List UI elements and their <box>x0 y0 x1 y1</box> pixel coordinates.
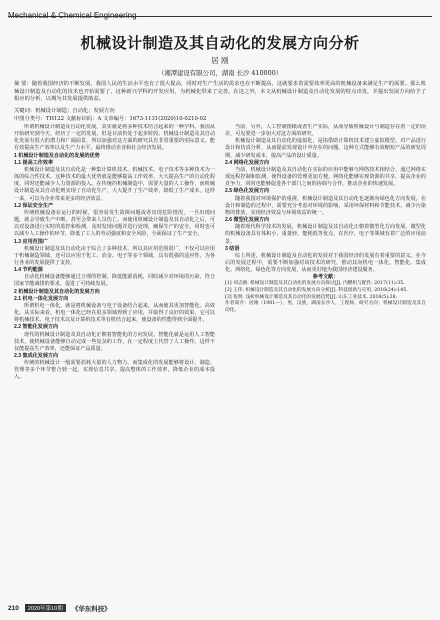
classification-line: 中图分类号：TH122 文献标识码：A 文章编号：1673-1131(2020)10-0210-02 <box>14 116 207 122</box>
body-paragraph: 综上所述，机械设计制造及自动化的发展对于我国经济的发展有着重要的意义。在今后的发展过程中，需要不断加强对该技术的研究，推动其向机电一体化、智能化、集成化、网络化、绿色化等方向发展，从而更好地为我国经济建设服务。 <box>225 252 426 274</box>
section-heading: 1.4 节约能源 <box>14 267 43 274</box>
body-paragraph: 随着现代科学技术的发展，机械设计制造及其自动化正朝着微型化方向发展。微型化的机械设备具有体积小、重量轻、能耗低等优点，在医疗、电子等领域有着广泛的应用前景。 <box>225 224 426 245</box>
issue-badge: 2020年第10期 <box>25 604 66 612</box>
body-columns <box>14 124 426 600</box>
author-affiliation: （湘潭建设有限公司，湖南 长沙 410000） <box>157 69 283 77</box>
section-heading: 2.2 智能化发展方向 <box>14 324 59 331</box>
body-paragraph: 自动化机械设备能够通过合理的控制，降低能源消耗，同时减少对环境的污染，符合国家节能减排的要求，促进了可持续发展。 <box>14 274 215 288</box>
abstract: 摘 要：随着我国经济的不断发展，我国人民的生活水平也有了很大提高，同时对生产生活的需求也在不断提高，这就要求着需要效率更高的机械设备来满足生产的需要。那么机械设计制造及自动化的技术也开始需要了，这种新兴学科的开发应用，为机械化带来了完善。在这之外，本文从机械设计制造及自动化发展的特点出发，并提出发展方向给予了相应的分析，以期为其发展提供助益。 <box>14 81 426 102</box>
section-heading: 2.1 机电一体化发展方向 <box>14 295 69 302</box>
keywords: 关键词：机械设计制造；自动化；发展方向 <box>14 108 115 114</box>
section-heading: 1.1 提高工作效率 <box>14 159 54 166</box>
section-heading: 2.3 集成化发展方向 <box>14 353 59 359</box>
left-column <box>14 124 215 600</box>
section-heading: 3 结语 <box>225 245 240 252</box>
body-paragraph: 现代的机械设计制造及其自动化正朝着智能化的方向发展。智能化就是运用人工智能技术，使机械设备能够自动完成一些复杂的工作，在一定程度上代替了人工操作。这样不仅能提高生产效率，还能保证产品质量。 <box>14 331 215 352</box>
section-heading: 2.4 网络化发展方向 <box>225 159 270 166</box>
section-heading: 1.2 保证安全生产 <box>14 202 54 209</box>
body-paragraph: 传统的机械设计一般需要消耗大量的人力物力，而集成化的发展能够将设计、制造、管理等多个环节整合到一起，实现信息共享，提高整体的工作效率，降低企业的成本投入。 <box>14 360 215 381</box>
section-heading: 1 机械设计制造及自动化的发展的优势 <box>14 152 100 159</box>
body-paragraph: 传统机械设备在运行的时候，很容易发生故障问题或者出现危险情况，一旦出现问题，就会导致生产中断，甚至会带来人员伤亡。而使用机械设计制造及其自动化之后，可以对设备进行实时的监控和检测，及时发现问题并进行处理，确保生产的安全。同时也可以减少人工操作的环节，降低了工人的劳动强度和安全风险，全面保证了生产安全。 <box>14 209 215 238</box>
body-paragraph: 所谓机械设计制造及自动化发展，其实就是将多种技术结合起来的一种学科。我国从开始研究到今天，经历了一定的发展，但是目前仍处于起步阶段。机械设计制造及其自动化发展有很大的潜力和广阔前景，所以加强对这方面的研究具有非常重要的实际意义。能有效提高生产效率以及生产力水平，最终推动企业和社会经济发展。 <box>14 124 215 152</box>
body-paragraph: 机械设计制造及其自动化的虚拟化，是指借助计算机技术建立虚拟模型，对产品进行设计和仿真分析，从而提前发现设计中存在的问题。这种方式能够有效缩短产品的研发周期，减少研发成本，提高产品的设计质量。 <box>225 138 426 159</box>
body-paragraph: 当前，机械设计制造及其自动化在实际的应用中能够与网络技术相结合，通过网络实现远程控制和监测，使得设备的管理更加方便。网络化能够实现资源的共享，提高企业的竞争力，同时也能够促进各个部门之间的协调与合作，推动企业的快速发展。 <box>225 166 426 188</box>
reference-item: 作者简介：居刚（1981—），男，汉族，湖南长沙人，工程师，研究方向：机械设计制造及其自动化。 <box>225 301 426 313</box>
page-number: 210 <box>8 604 19 612</box>
section-heading: 1.3 应用范围广 <box>14 238 48 245</box>
body-paragraph: 所谓机电一体化，就是将机械设备与电子设备结合起来，从而使其更加智能化、高效化。从实际来看，机电一体化已经在很多领域得到了应用，并取得了良好的效果。它可以将机械技术、电子技术以及计算机技术等有机结合起来，使设备的性能得到全面提升。 <box>14 302 215 324</box>
section-heading: 2 机械设计制造及其自动化的发展方向 <box>14 288 100 295</box>
body-paragraph: 机械设计制造及其自动化是一种集计算机技术、机械技术、电子技术等多种技术为一体的综合性技术。这种技术的最大优势就是能够提高工作效率，大大提高生产的自动化程度，同时还能减少人力资源的投入。在传统的机械制造中，需要大量的人工操作，而机械设计制造及其自动化则实现了自动化生产，大大提升了生产效率，降低了生产成本。这样一来，可以为企业带来更多的经济效益。 <box>14 166 215 202</box>
article-title: 机械设计制造及其自动化的发展方向分析 <box>80 35 360 52</box>
right-column <box>225 124 426 600</box>
body-paragraph: 当前，另外，人工控制图纸或者生产实际，从而导致机械设计与制造存在着一定的误差，可见要进一步加大对这方面的研究。 <box>225 124 426 138</box>
running-header <box>8 3 432 17</box>
body-paragraph: 机械设计制造及其自动化由于综合了多种技术，所以其应用范围很广，不仅可以应用于机械制造领域，还可以应用于化工、冶金、电子等多个领域，具有很强的适应性，为各行各业的发展提供了支持。 <box>14 245 215 266</box>
author-name: 居 刚 <box>211 56 229 65</box>
footer-journal: 《华东科技》 <box>71 605 111 613</box>
reference-item: [1] 刘志刚. 机械设计制造及其自动化的发展方向探讨[J]. 内燃机与配件, 2017(11):35. <box>225 281 405 287</box>
reference-item: [2] 王伟. 机械设计制造及其自动化的发展方向分析[J]. 科技创新与应用, 2016(24):145. <box>225 288 408 294</box>
reference-item: [3] 张明. 浅析机械设计制造及其自动化的发展趋势[J]. 山东工业技术, 2018(5):28. <box>225 294 398 300</box>
page-footer <box>8 602 432 614</box>
body-paragraph: 随着我国对环境保护的重视，机械设计制造及其自动化也逐渐向绿色化方向发展。在设计和制造的过程中，需要充分考虑对环境的影响，采用环保材料和节能技术，减少污染物的排放，实现经济效益与环境效益的统一。 <box>225 195 426 216</box>
section-heading: 2.5 绿色化发展方向 <box>225 188 270 195</box>
header-rule <box>8 16 432 17</box>
references-heading: 参考文献： <box>312 274 339 281</box>
section-heading: 2.6 微型化发展方向 <box>225 217 270 224</box>
